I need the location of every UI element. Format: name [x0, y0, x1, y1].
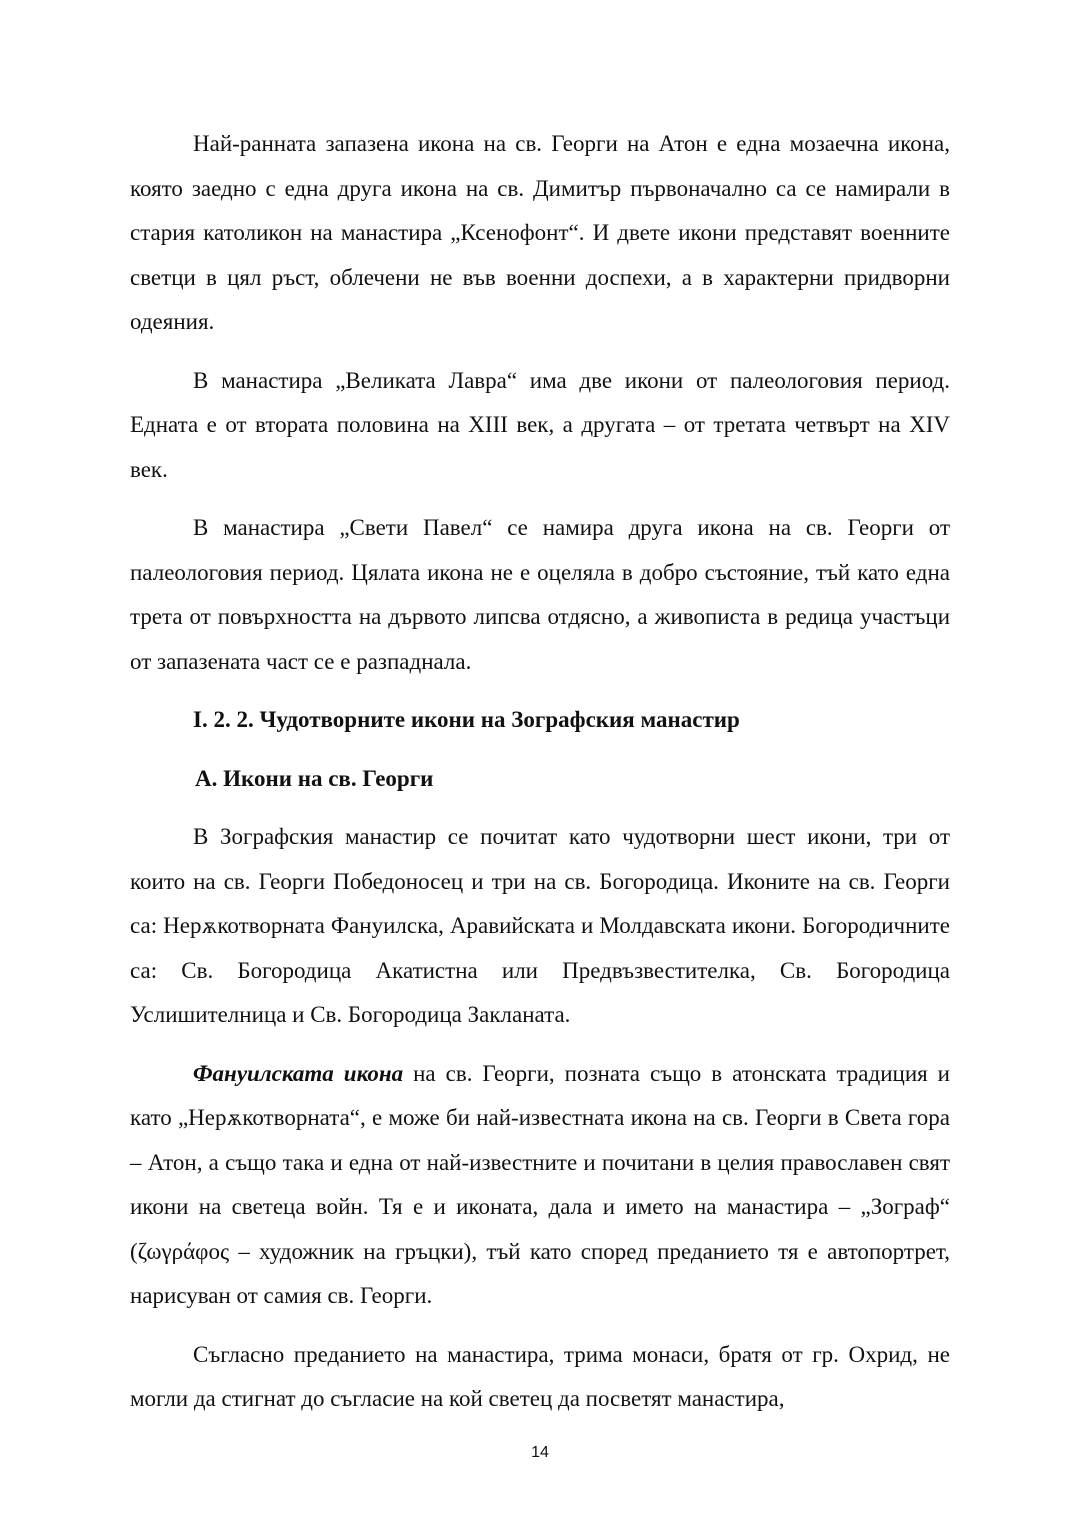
- fanuil-icon-emphasis: Фануилската икона: [193, 1060, 404, 1086]
- subsection-heading: А. Икони на св. Георги: [195, 765, 434, 791]
- fanuil-icon-text: на св. Георги, позната също в атонската традиция и като „Нерѫкотворната“, е може би най-известната икона на св. Георги в Света гора – Атон, а също така и една от най-известните и почитани в целия православен свят икони на светеца войн. Тя е и иконата, дала и името на манастира – „Зограф“ (ζωγράφος – художник на гръцки), тъй като според преданието тя е автопортрет, нарисуван от самия св. Георги.: [130, 1060, 950, 1308]
- paragraph-miraculous-icons: В Зографския манастир се почитат като чудотворни шест икони, три от които на св. Георги Победоносец и три на св. Богородица. Иконите на св. Георги са: Нерѫкотворната Фануилска, Аравийската и Молдавската икони. Богородичните са: Св. Богородица Акатистна или Предвъзвестителка, Св. Богородица Услишителница и Св. Богородица Закланата.: [130, 824, 950, 1027]
- paragraph-saint-paul: В манастира „Свети Павел“ се намира друга икона на св. Георги от палеологовия период. Цялата икона не е оцеляла в добро състояние, тъй като една трета от повърхността на дървото липсва отдясно, а живописта в редица участъци от запазената част се е разпаднала.: [130, 515, 950, 674]
- document-page: [130, 122, 950, 1436]
- page-number: 14: [531, 1444, 549, 1461]
- paragraph-earliest-icon: Най-ранната запазена икона на св. Георги на Атон е една мозаечна икона, която заедно с една друга икона на св. Димитър първоначално са се намирали в стария католикон на манастира „Ксенофонт“. И двете икони представят военните светци в цял ръст, облечени не във военни доспехи, а в характерни придворни одеяния.: [130, 131, 950, 334]
- section-heading: I. 2. 2. Чудотворните икони на Зографския манастир: [193, 707, 740, 732]
- paragraph-great-lavra: В манастира „Великата Лавра“ има две икони от палеологовия период. Едната е от втората половина на XIII век, а другата – от третата четвърт на XIV век.: [130, 367, 950, 482]
- paragraph-fanuil-icon: [130, 1052, 950, 1319]
- paragraph-tradition: Съгласно преданието на манастира, трима монаси, братя от гр. Охрид, не могли да стигнат до съгласие на кой светец да посветят манастира,: [130, 1341, 950, 1411]
